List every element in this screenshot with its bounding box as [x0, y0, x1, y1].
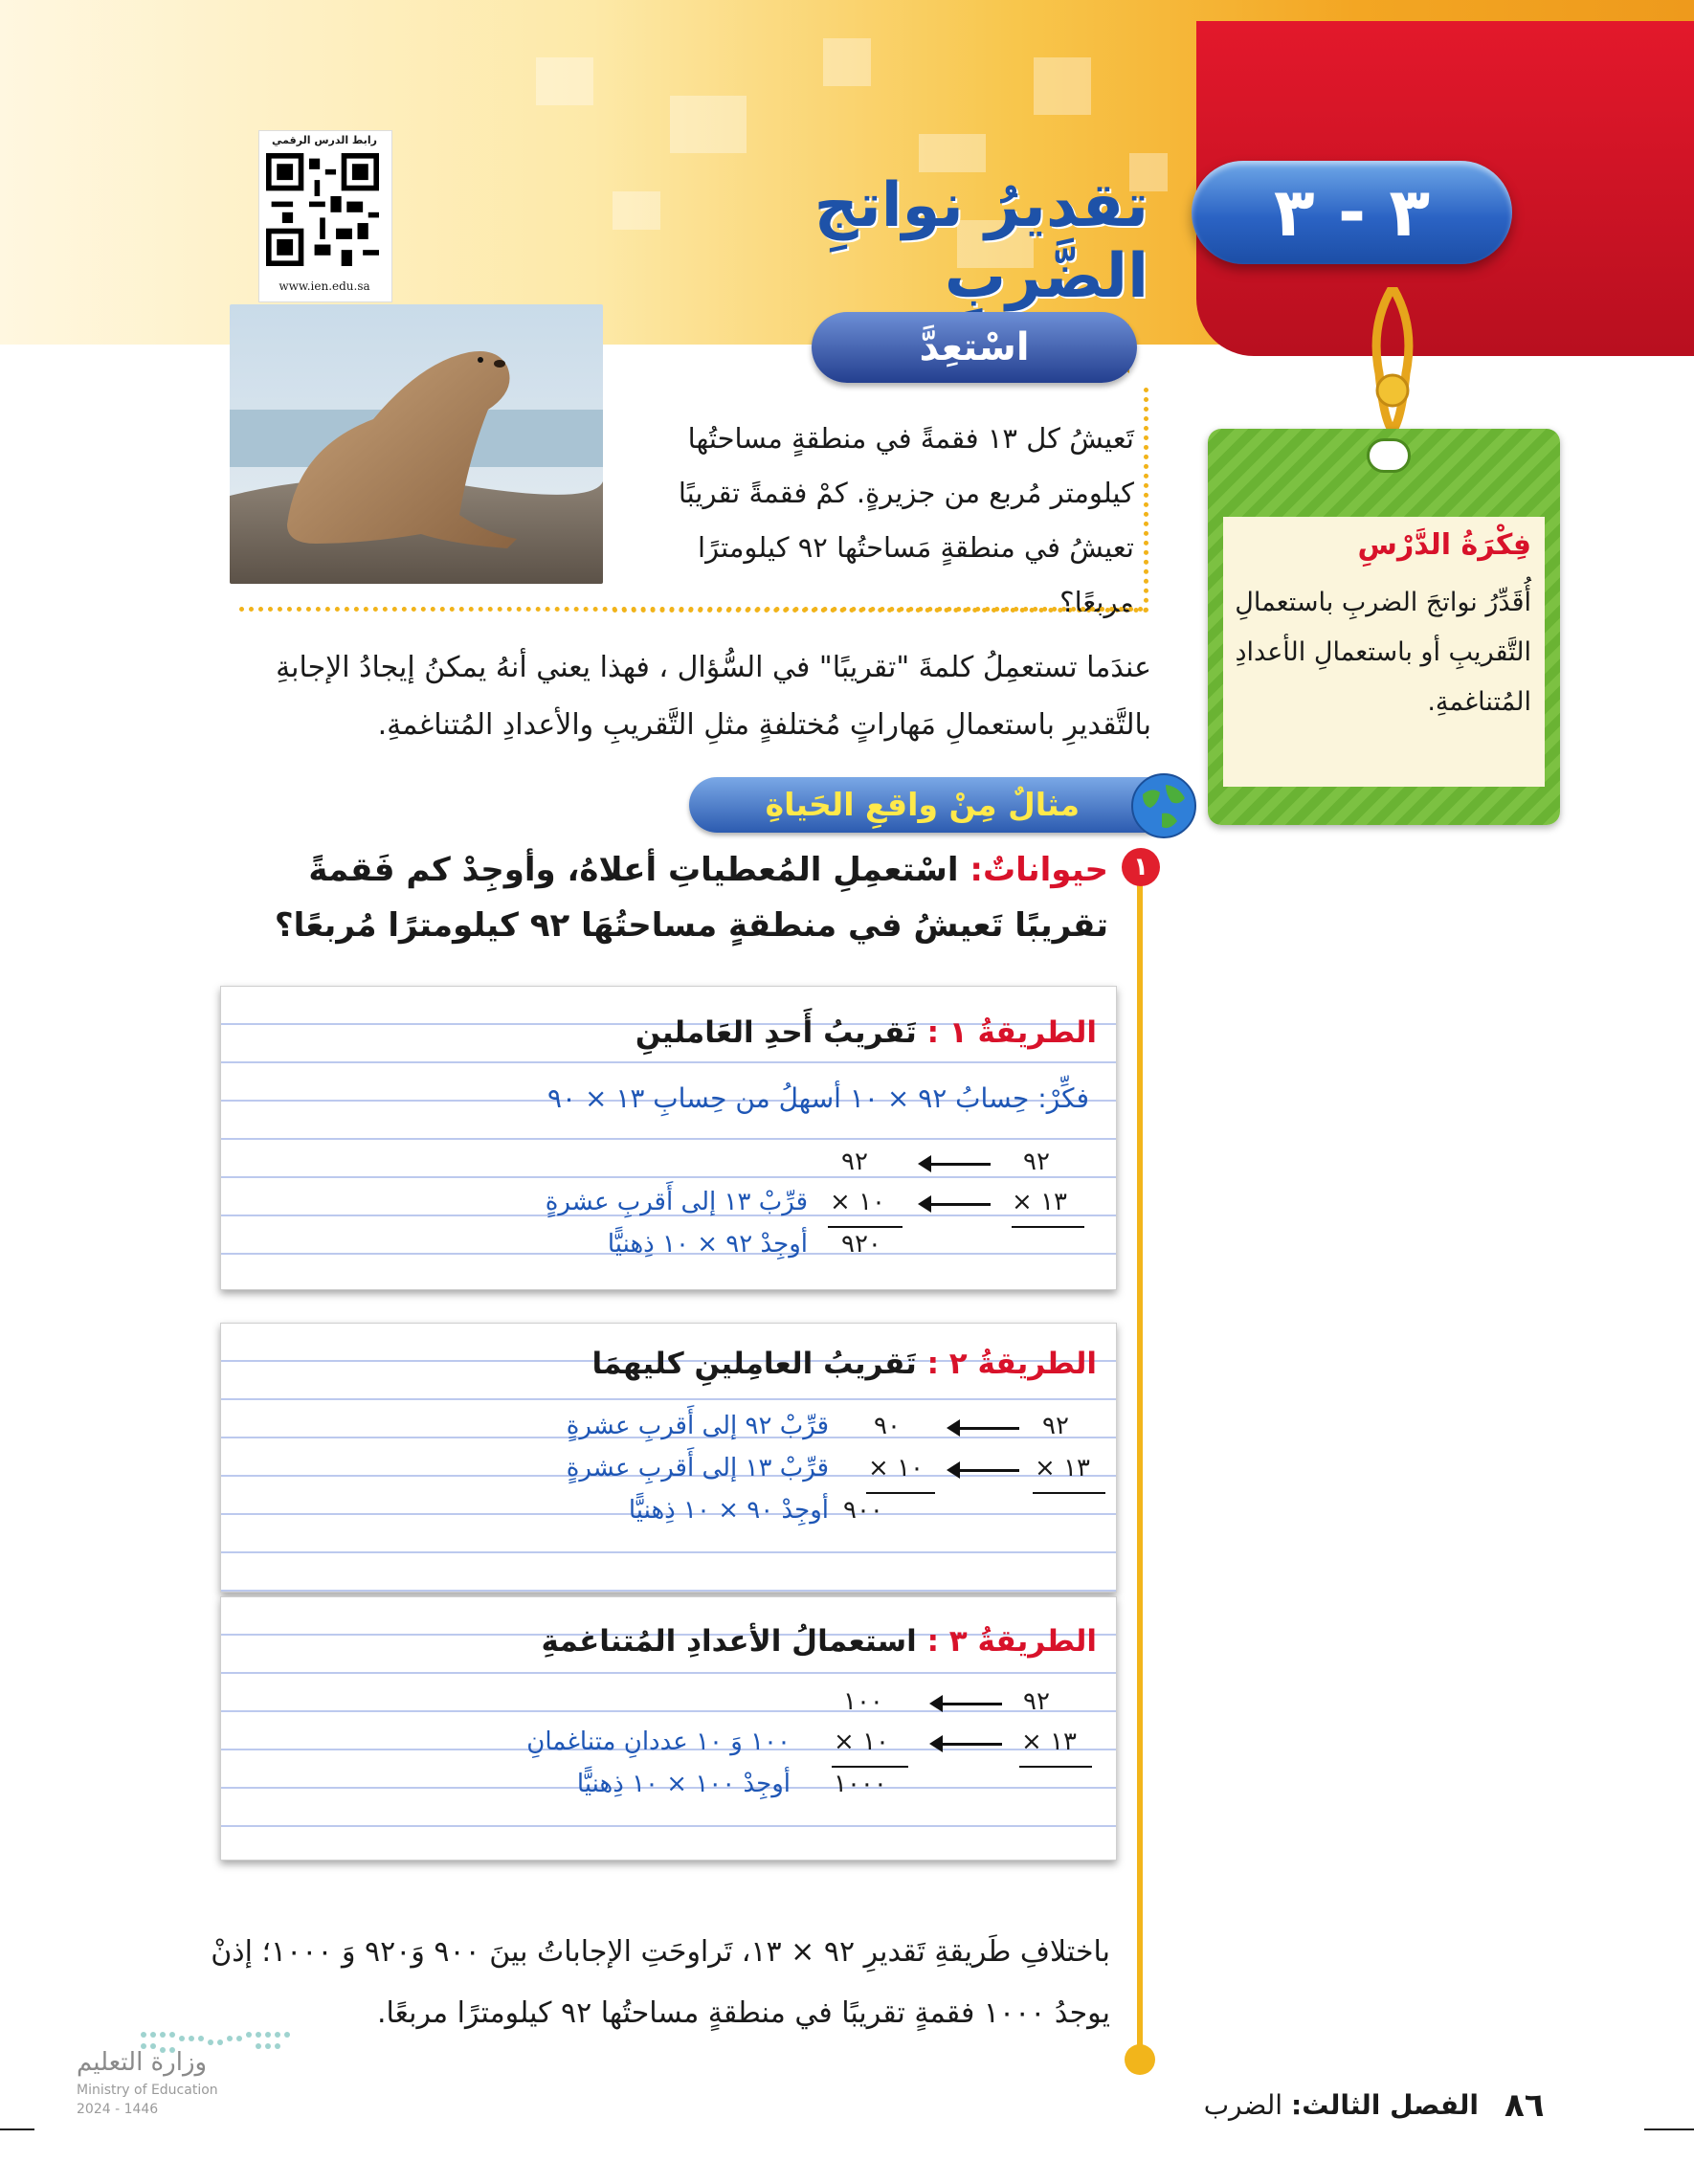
- ministry-year: 2024 - 1446: [77, 2102, 159, 2117]
- underline: [828, 1226, 903, 1228]
- example-rail: [1137, 867, 1143, 2060]
- method-2-row1-note: قرِّبْ ٩٢ إلى أَقربِ عشرةٍ: [566, 1412, 829, 1440]
- method-2-result-note: أوجِدْ ٩٠ × ١٠ ذِهنيًّا: [628, 1496, 829, 1525]
- qr-label: رابط الدرس الرقمي: [272, 134, 377, 146]
- underline: [832, 1766, 908, 1768]
- ministry-name-ar: وزارة التعليم: [77, 2048, 208, 2077]
- method-2-title: تَقريبُ العامِلينِ كليهمَا: [591, 1347, 917, 1381]
- method-2-row1-right: ٩٠: [874, 1412, 901, 1440]
- method-2-box: [220, 1323, 1117, 1593]
- method-3-row2-left: × ١٣: [1021, 1727, 1077, 1756]
- example-question-text: اسْتعمِلِ المُعطياتِ أعلاهُ، وأوجِدْ كم فَقمةً تقريبًا تَعيشُ في منطقةٍ مساحتُهَا ٩٢ كيلومترًا مُربعًا؟: [274, 851, 1108, 945]
- qr-code-icon[interactable]: [266, 153, 379, 266]
- crop-mark: [0, 2128, 34, 2130]
- example-number: ١: [1122, 848, 1160, 886]
- chapter-name: الضرب: [1203, 2089, 1283, 2121]
- crop-mark: [1644, 2128, 1694, 2130]
- method-3-row1-right: ١٠٠: [843, 1687, 883, 1716]
- method-2-row1-left: ٩٢: [1042, 1412, 1069, 1440]
- arrow-icon: [941, 1703, 1002, 1705]
- ready-divider: [239, 607, 1144, 612]
- lesson-idea-title: فِكْرَةُ الدَّرْسِ: [1357, 528, 1531, 562]
- method-1-result: ٩٢٠: [841, 1230, 881, 1259]
- page-number: ٨٦: [1505, 2086, 1545, 2125]
- method-1-result-note: أوجِدْ ٩٢ × ١٠ ذِهنيًّا: [607, 1230, 808, 1259]
- arrow-icon: [941, 1743, 1002, 1746]
- example-rail-end: [1125, 2044, 1155, 2075]
- method-3-title: استعمالُ الأعدادِ المُتناغمةِ: [541, 1624, 917, 1659]
- lesson-title: تقديرُ نواتجِ الضَّربِ: [814, 170, 1148, 312]
- method-1-box: [220, 986, 1117, 1290]
- method-2-row2-right: × ١٠: [868, 1454, 924, 1482]
- method-3-box: [220, 1596, 1117, 1861]
- method-3-result: ١٠٠٠: [834, 1770, 887, 1798]
- globe-icon: [1129, 771, 1198, 840]
- card-string-icon: [1365, 287, 1420, 440]
- method-1-title: تَقريبُ أَحدِ العَاملينِ: [635, 1015, 917, 1050]
- method-1-think: فكِّرْ: حِسابُ ٩٢ × ١٠ أسهلُ من حِسابِ ١٣ × ٩٠: [546, 1082, 1089, 1114]
- sea-lion-photo: [230, 304, 603, 584]
- chapter-label: [1144, 2089, 1479, 2121]
- arrow-icon: [929, 1203, 991, 1206]
- method-1-row1-left: ٩٢: [1023, 1148, 1050, 1176]
- underline: [866, 1492, 935, 1494]
- method-2-heading: [591, 1347, 1097, 1381]
- chapter-number: الفصل الثالث:: [1291, 2089, 1479, 2121]
- underline: [1012, 1226, 1084, 1228]
- conclusion-paragraph: باختلافِ طَريقةِ تَقديرِ ٩٢ × ١٣، تَراوحَتِ الإجاباتُ بينَ ٩٠٠ وَ٩٢٠ وَ ١٠٠٠؛ إذنْ يوجدُ ١٠٠٠ فقمةٍ تقريبًا في منطقةٍ مساحتُها ٩٢ كيلومترًا مربعًا.: [211, 1935, 1110, 2030]
- card-hole: [1367, 438, 1411, 473]
- ministry-name-en: Ministry of Education: [77, 2083, 218, 2098]
- example-heading: مثالٌ مِنْ واقعِ الحَياةِ: [689, 777, 1175, 833]
- method-2-row2-left: × ١٣: [1035, 1454, 1090, 1482]
- ready-text: تَعيشُ كل ١٣ فقمةً في منطقةٍ مساحتُها كيلومتر مُربع من جزيرةٍ. كمْ فقمةً تقريبًا تعيشُ في منطقةٍ مَساحتُها ٩٢ كيلومترًا مربعًا؟: [678, 422, 1134, 618]
- lesson-idea-text: أُقَدِّرُ نواتجَ الضربِ باستعمالِ التَّقريبِ أو باستعمالِ الأعدادِ المُتناغمةِ.: [1235, 588, 1531, 717]
- method-3-heading: [542, 1624, 1097, 1659]
- arrow-icon: [958, 1469, 1019, 1472]
- example-question: [211, 842, 1108, 953]
- intro-paragraph: عندَما تستعمِلُ كلمةَ "تقريبًا" في السُّؤال ، فهذا يعني أنهُ يمكنُ إيجادُ الإجابةِ بالتَّقديرِ باستعمالِ مَهاراتٍ مُختلفةٍ مثلِ التَّقريبِ والأعدادِ المُتناغمةِ.: [276, 651, 1151, 742]
- method-3-row2-right: × ١٠: [834, 1727, 889, 1756]
- ready-heading: اسْتعِدَّ: [812, 312, 1137, 383]
- method-2-result: ٩٠٠: [843, 1496, 883, 1525]
- underline: [1019, 1766, 1092, 1768]
- method-1-row2-right: × ١٠: [830, 1188, 885, 1216]
- arrow-icon: [929, 1163, 991, 1166]
- method-3-name: الطريقةُ ٣ :: [926, 1624, 1097, 1659]
- method-3-row1-left: ٩٢: [1023, 1687, 1050, 1716]
- qr-url[interactable]: www.ien.edu.sa: [279, 279, 370, 293]
- method-1-name: الطريقةُ ١ :: [926, 1015, 1097, 1050]
- method-3-result-note: أوجِدْ ١٠٠ × ١٠ ذِهنيًّا: [576, 1770, 791, 1798]
- method-1-row2-note: قرِّبْ ١٣ إلى أَقربِ عشرةٍ: [545, 1188, 808, 1216]
- method-1-heading: [635, 1015, 1097, 1050]
- method-3-row2-note: ١٠٠ وَ ١٠ عددانِ متناغمانِ: [526, 1727, 791, 1756]
- method-2-name: الطريقةُ ٢ :: [926, 1347, 1097, 1381]
- arrow-icon: [958, 1427, 1019, 1430]
- lesson-number: ٣ - ٣: [1192, 161, 1512, 264]
- underline: [1033, 1492, 1105, 1494]
- example-tag: حيواناتٌ:: [970, 851, 1108, 889]
- method-1-row1-right: ٩٢: [841, 1148, 868, 1176]
- method-1-row2-left: × ١٣: [1012, 1188, 1067, 1216]
- method-2-row2-note: قرِّبْ ١٣ إلى أَقربِ عشرةٍ: [566, 1454, 829, 1482]
